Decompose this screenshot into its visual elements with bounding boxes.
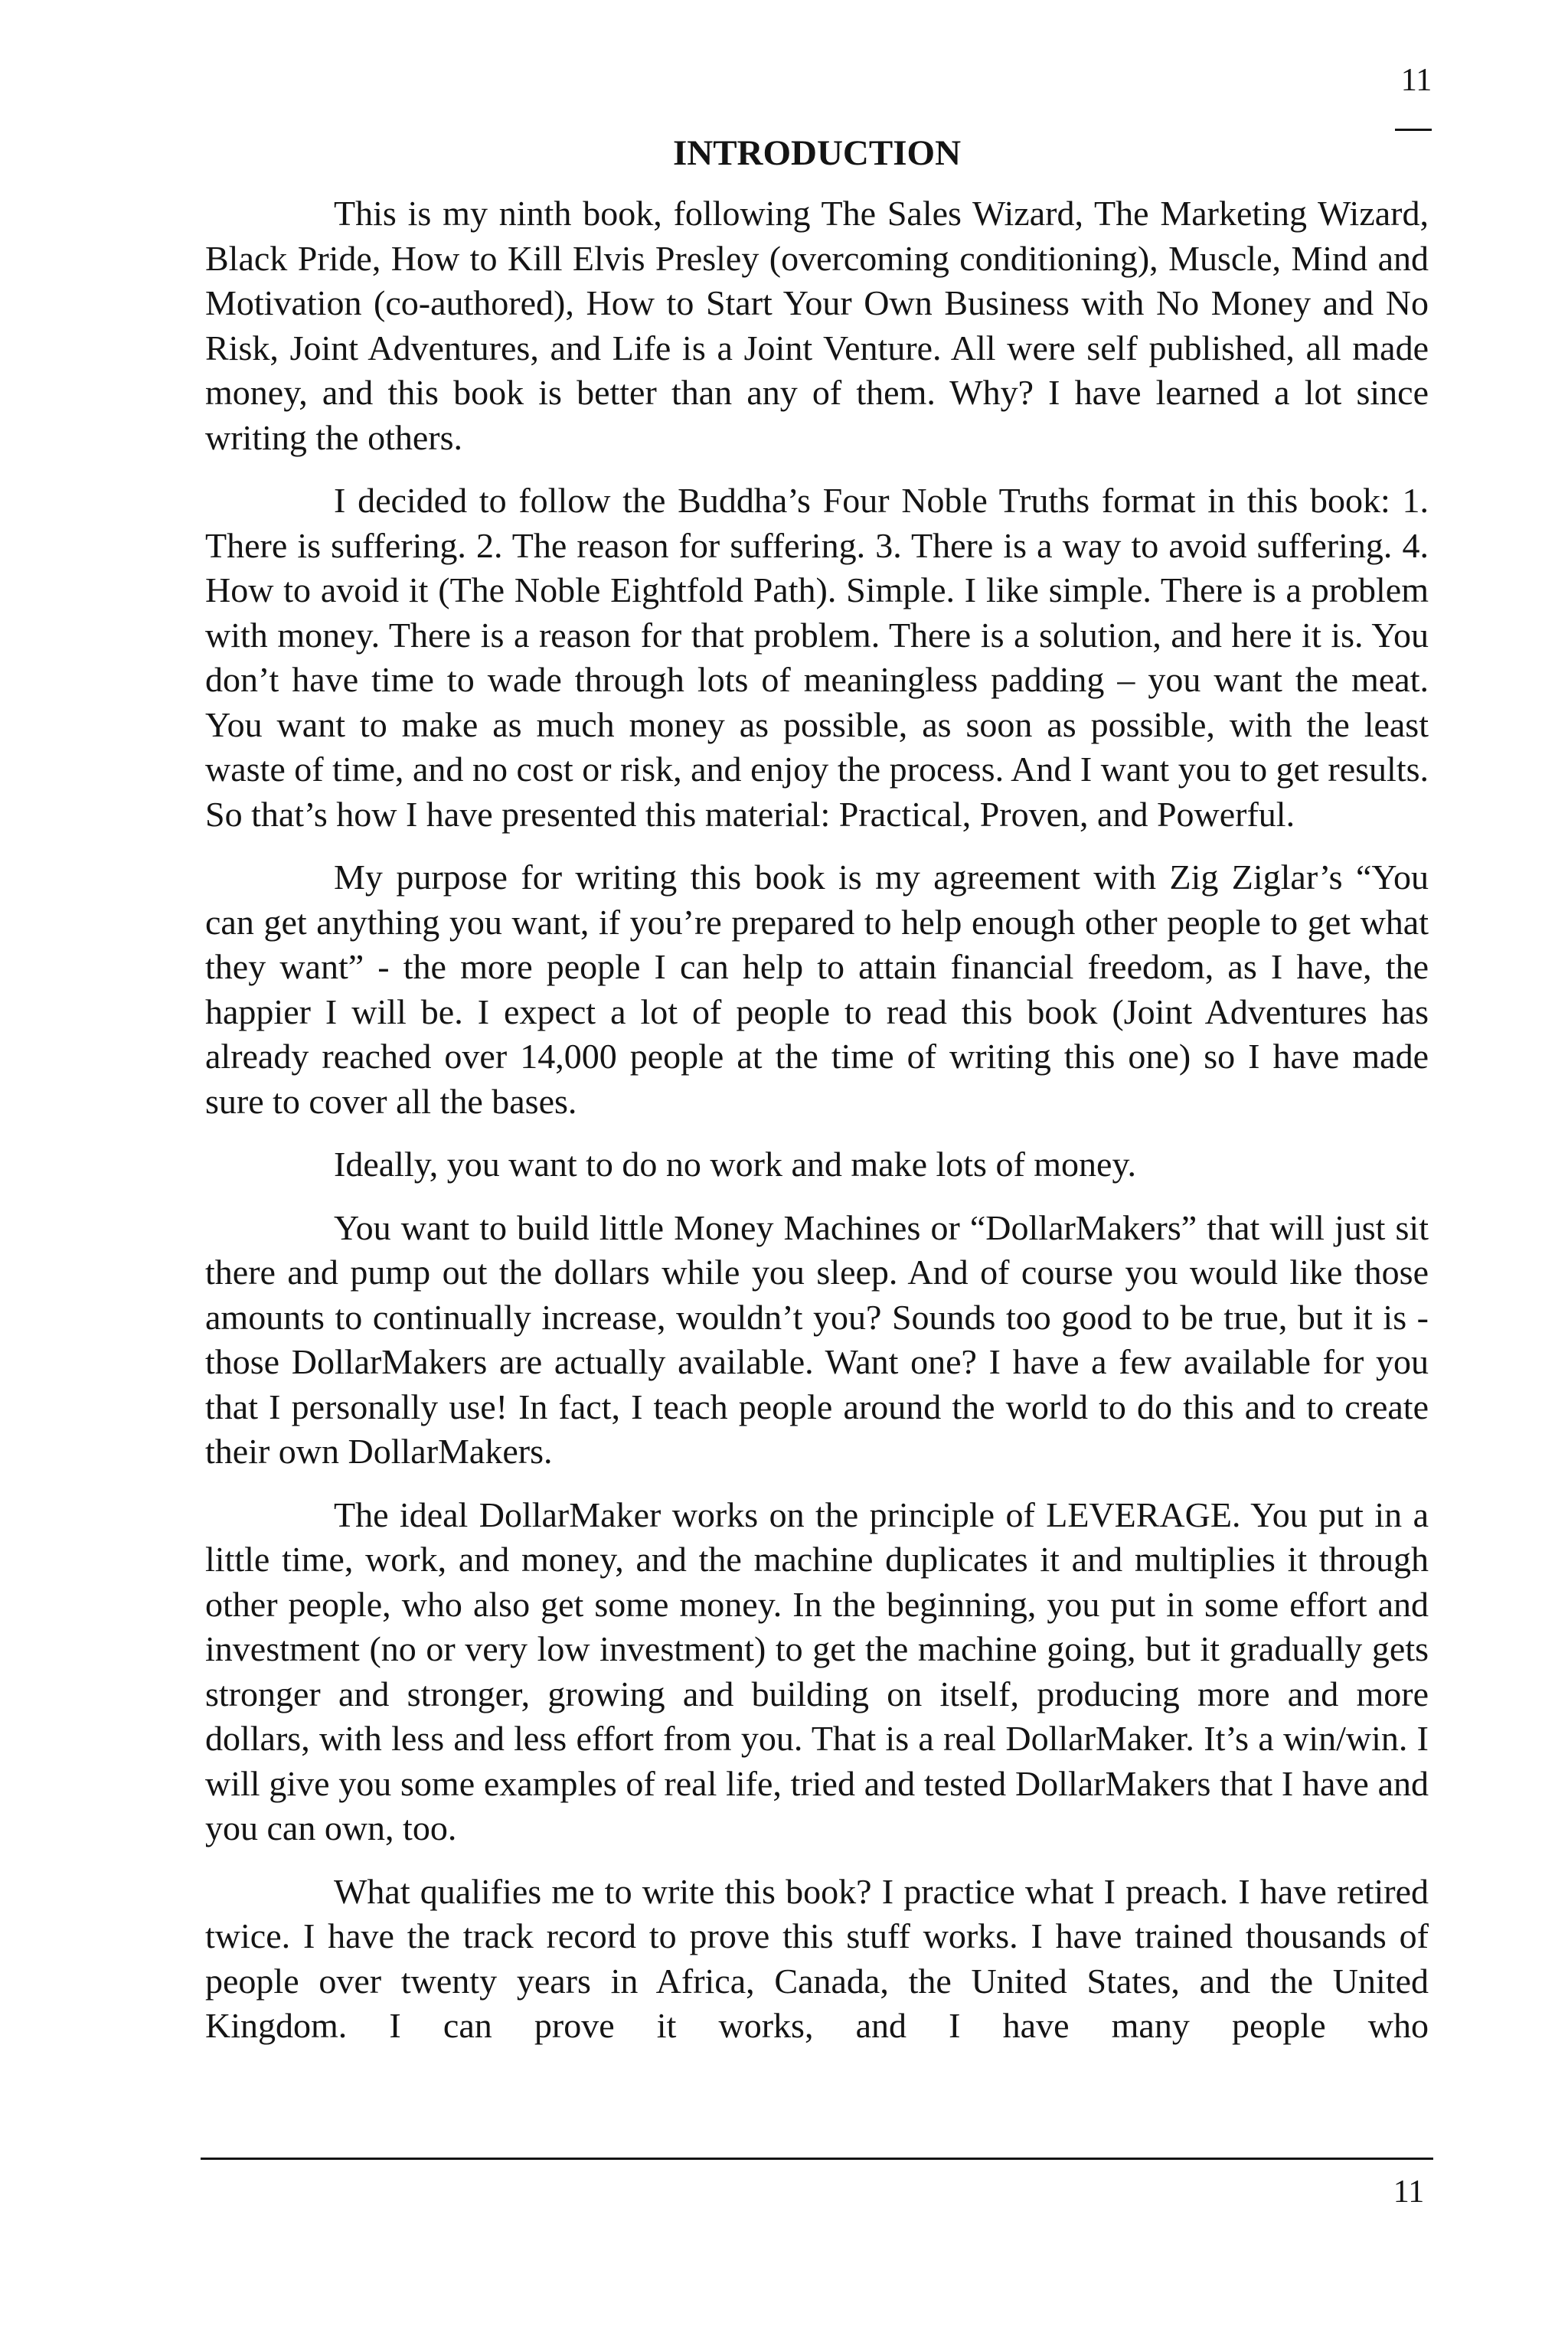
- header-page-number: 11: [1400, 63, 1432, 98]
- footer-page-number: 11: [1393, 2174, 1425, 2210]
- header-page-number-rule: [1395, 129, 1432, 131]
- body-text: [205, 191, 1429, 2067]
- paragraph-3: My purpose for writing this book is my agreement with Zig Ziglar’s “You can get anything you want, if you’re prepared to help enough other people to get what they want” - the more people I can help to attain financial freedom, as I have, the happier I will be. I expect a lot of people to read this book (Joint Adventures has already reached over 14,000 people at the time of writing this one) so I have made sure to cover all the bases.: [205, 858, 1429, 1121]
- paragraph-7: What qualifies me to write this book? I practice what I preach. I have retired twice. I have the track record to prove this stuff works. I have trained thousands of people over twenty years in Africa, Canada, the United States, and the United Kingdom. I can prove it works, and I have many people who: [205, 1871, 1429, 2045]
- paragraph-1: This is my ninth book, following The Sales Wizard, The Marketing Wizard, Black Pride, How to Kill Elvis Presley (overcoming conditioning), Muscle, Mind and Motivation (co-authored), How to Start Your Own Business with No Money and No Risk, Joint Adventures, and Life is a Joint Venture. All were self published, all made money, and this book is better than any of them. Why? I have learned a lot since writing the others.: [205, 194, 1429, 457]
- paragraph-2: I decided to follow the Buddha’s Four Noble Truths format in this book: 1. There is suffering. 2. The reason for suffering. 3. There is a way to avoid suffering. 4. How to avoid it (The Noble Eightfold Path). Simple. I like simple. There is a problem with money. There is a reason for that problem. There is a solution, and here it is. You don’t have time to wade through lots of meaningless padding – you want the meat. You want to make as much money as possible, as soon as possible, with the least waste of time, and no cost or risk, and enjoy the process. And I want you to get results. So that’s how I have presented this material: Practical, Proven, and Powerful.: [205, 481, 1429, 834]
- paragraph-5: You want to build little Money Machines or “DollarMakers” that will just sit there and pump out the dollars while you sleep. And of course you would like those amounts to continually increase, wouldn’t you? Sounds too good to be true, but it is - those DollarMakers are actually available. Want one? I have a few available for you that I personally use! In fact, I teach people around the world to do this and to create their own DollarMakers.: [205, 1207, 1429, 1471]
- paragraph-6: The ideal DollarMaker works on the principle of LEVERAGE. You put in a little time, work, and money, and the machine duplicates it and multiplies it through other people, who also get some money. In the beginning, you put in some effort and investment (no or very low investment) to get the machine going, but it gradually gets stronger and stronger, growing and building on itself, producing more and more dollars, with less and less effort from you. That is a real DollarMaker. It’s a win/win. I will give you some examples of real life, tried and tested DollarMakers that I have and you can own, too.: [205, 1494, 1429, 1847]
- footer-rule: [201, 2158, 1433, 2160]
- chapter-title: INTRODUCTION: [672, 133, 962, 173]
- paragraph-4: Ideally, you want to do no work and make lots of money.: [334, 1145, 1136, 1184]
